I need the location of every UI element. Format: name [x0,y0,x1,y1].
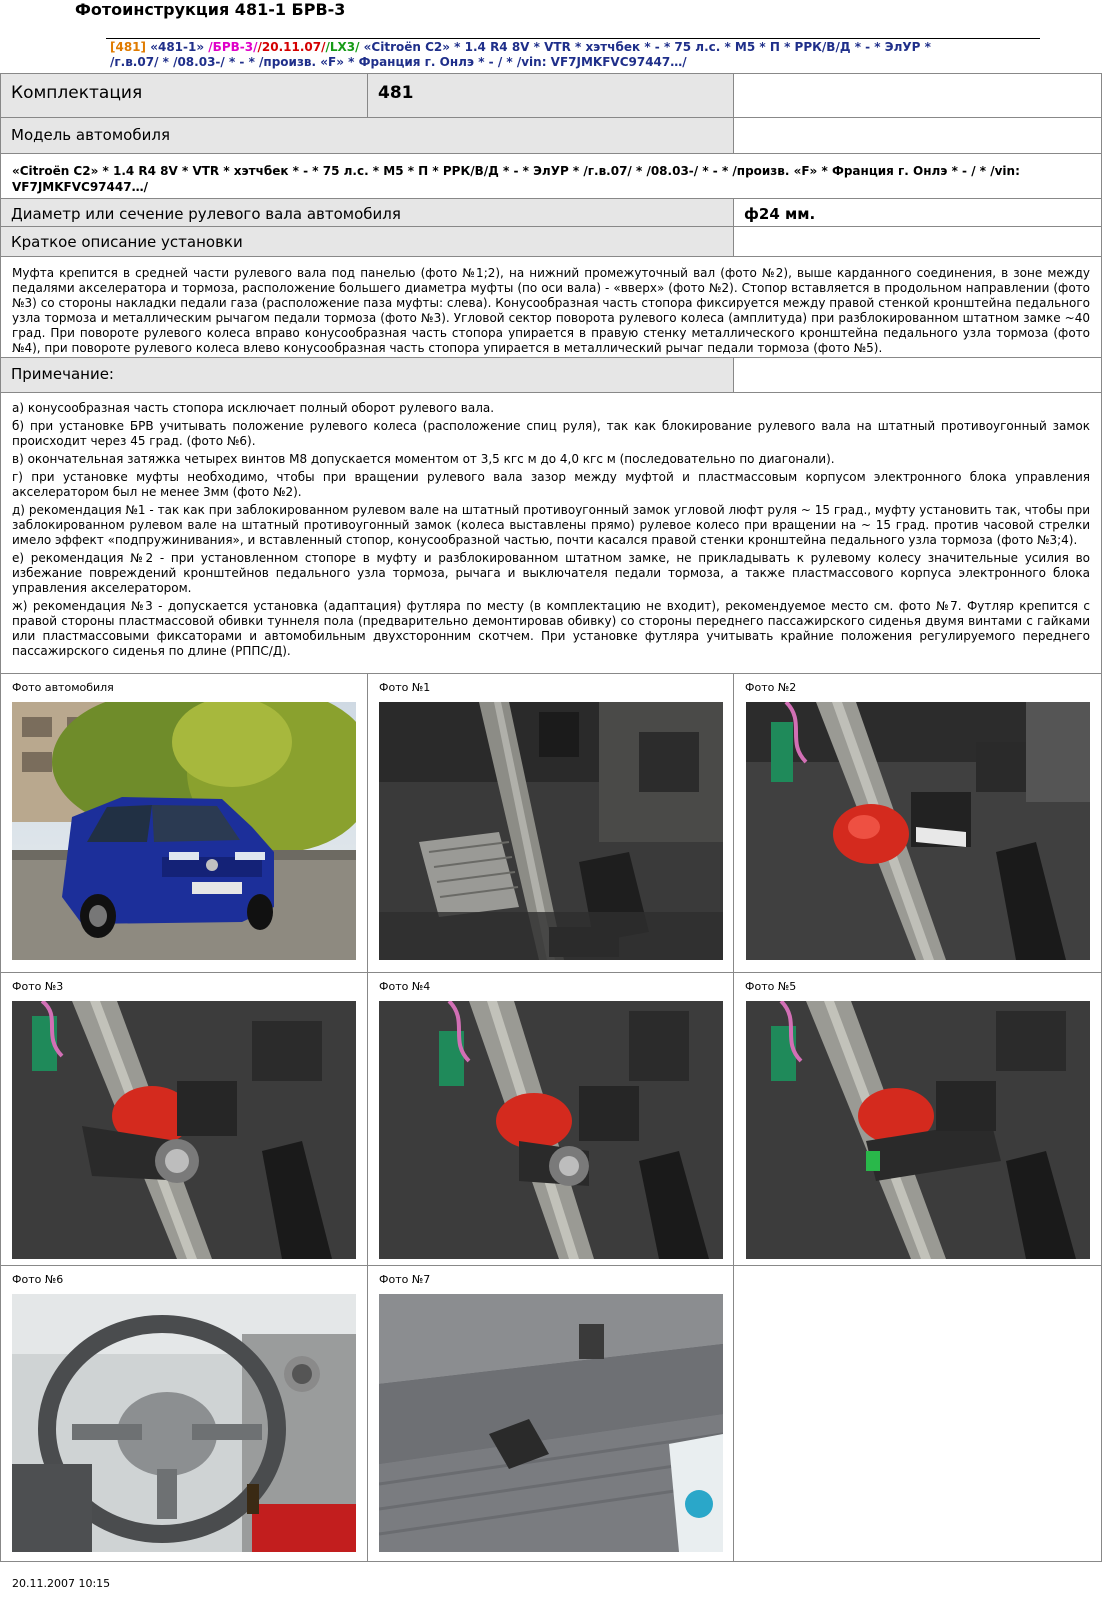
empty-cell [734,227,1102,257]
komplektaciya-value-cell [368,74,734,118]
diameter-value-cell [734,199,1102,227]
steering-wheel-photo [12,1294,356,1552]
note-item: б) при установке БРВ учитывать положение рулевого колеса (расположение спиц руля), так как блокирование рулевого вала на штатный противоугонный замок происходит через 45 град. (фото №6). [12,419,1090,448]
diameter-label: Диаметр или сечение рулевого вала автомобиля [11,205,401,223]
photo-cell-4 [368,973,734,1266]
photo-6-label: Фото №6 [12,1273,64,1286]
header-model-code: /LX3/ [325,40,360,54]
stopper-left-photo [746,1001,1090,1259]
note-item: г) при установке муфты необходимо, чтобы при вращении рулевого вала зазор между муфтой и пластмассовым корпусом электронного блока управления акселератором был не менее 3мм (фото №2). [12,470,1090,499]
header-lock: /БРВ-3/ [208,40,258,54]
header-vehicle-line2: /г.в.07/ * /08.03-/ * - * /произв. «F» * Франция г. Онлэ * - / * /vin: VF7JMKFVC97447…/ [110,55,687,69]
footer-timestamp: 20.11.2007 10:15 [12,1577,111,1590]
photo-cell-7 [368,1266,734,1562]
note-label: Примечание: [11,365,114,383]
empty-photo-cell [734,1266,1102,1562]
note-item: д) рекомендация №1 - так как при заблокированном рулевом вале на штатный противоугонный замок угловой люфт руля ~ 15 град., муфту установить так, чтобы при заблокированном рулевом вале на штатный противоугонный замок (колеса выставлены прямо) рулевое колесо при вращении на ~ 15 град. против часовой стрелки имело эффект «подпружинивания», и вставленный стопор, конусообразной частью, почти касался правой стенки кронштейна педального узла тормоза (фото №3;4). [12,503,1090,547]
notes-list [1,393,1101,659]
photo-3-label: Фото №3 [12,980,64,993]
stopper-photo [12,1001,356,1259]
page-title: Фотоинструкция 481-1 БРВ-3 [75,0,346,19]
photo-1-label: Фото №1 [379,681,431,694]
photo-cell-5 [734,973,1102,1266]
vehicle-header [110,40,1010,70]
car-photo [12,702,356,960]
note-item: в) окончательная затяжка четырех винтов М8 допускается моментом от 3,5 кгс м до 4,0 кгс м (последовательно по диагонали). [12,452,835,466]
empty-cell [734,74,1102,118]
empty-cell [734,358,1102,393]
note-label-cell [1,358,734,393]
stopper-right-photo [379,1001,723,1259]
photo-cell-6 [1,1266,368,1562]
diameter-label-cell [1,199,734,227]
komplektaciya-label: Комплектация [11,83,143,103]
photo-cell-3 [1,973,368,1266]
header-code: [481] [110,40,147,54]
header-date: /20.11.07/ [257,40,326,54]
photo-cell-1 [368,674,734,973]
photo-cell-car [1,674,368,973]
short-desc-label: Краткое описание установки [11,233,243,251]
note-item: ж) рекомендация №3 - допускается установка (адаптация) футляра по месту (в комплектацию не входит), рекомендуемое место см. фото №7. Футляр крепится с правой стороны пластмассовой обивки туннеля пола (предварительно демонтировав обивку) со стороны переднего пассажирского сиденья двумя винтами с гайками или пластмассовыми фиксаторами и автомобильным двухсторонним скотчем. При установке футляра учитывать крайние положения регулируемого переднего пассажирского сиденья по длине (РППС/Д). [12,599,1090,658]
komplektaciya-value: 481 [378,83,414,103]
empty-cell [734,118,1102,154]
komplektaciya-label-cell [1,74,368,118]
photo-cell-2 [734,674,1102,973]
diameter-value: ф24 мм. [744,205,816,223]
photo-4-label: Фото №4 [379,980,431,993]
short-desc-label-cell [1,227,734,257]
photo-car-label: Фото автомобиля [12,681,114,694]
photo-5-label: Фото №5 [745,980,797,993]
instruction-table [0,73,1102,1562]
model-label-cell [1,118,734,154]
short-desc-cell [1,257,1102,358]
coupling-photo [746,702,1090,960]
photo-2-label: Фото №2 [745,681,797,694]
notes-cell [1,393,1102,674]
note-item: е) рекомендация №2 - при установленном стопоре в муфту и разблокированном штатном замке, не прикладывать к рулевому колесу значительные усилия во избежание повреждений кронштейнов педального узла тормоза, рычага и выключателя педали тормоза, а также пластмассового корпуса электронного блока управления акселератором. [12,551,1090,595]
title-divider [106,38,1040,39]
pedals-photo [379,702,723,960]
note-item: а) конусообразная часть стопора исключает полный оборот рулевого вала. [12,401,495,415]
case-placement-photo [379,1294,723,1552]
short-desc-text: Муфта крепится в средней части рулевого вала под панелью (фото №1;2), на нижний промежуточный вал (фото №2), выше карданного соединения, в зоне между педалями акселератора и тормоза, расположение большего диаметра муфты (по оси вала) - «вверх» (фото №2). Стопор вставляется в продольном направлении (фото №3) со стороны накладки педали газа (расположение паза муфты: слева). Конусообразная часть стопора фиксируется между правой стенкой кронштейна педального узла тормоза и металлическим рычагом педали тормоза (фото №3). Угловой сектор поворота рулевого колеса (амплитуда) при разблокированном штатном замке ~40 град. При повороте рулевого колеса вправо конусообразная часть стопора упирается в правую стенку металлического кронштейна педального узла тормоза (фото №4), при повороте рулевого колеса влево конусообразная часть стопора упирается в металлический рычаг педали тормоза (фото №5). [12,266,1090,355]
model-value-cell [1,154,1102,199]
header-kit: «481-1» [150,40,205,54]
header-vehicle-line1: «Citroën C2» * 1.4 R4 8V * VTR * хэтчбек * - * 75 л.с. * M5 * П * РРК/В/Д * - * ЭлУР * [359,40,931,54]
photo-7-label: Фото №7 [379,1273,431,1286]
model-value: «Citroën C2» * 1.4 R4 8V * VTR * хэтчбек * - * 75 л.с. * M5 * П * РРК/В/Д * - * ЭлУР * /г.в.07/ * /08.03-/ * - * /произв. «F» * Франция г. Онлэ * - / * /vin: VF7JMKFVC97447…/ [12,164,1020,194]
model-label: Модель автомобиля [11,126,170,144]
